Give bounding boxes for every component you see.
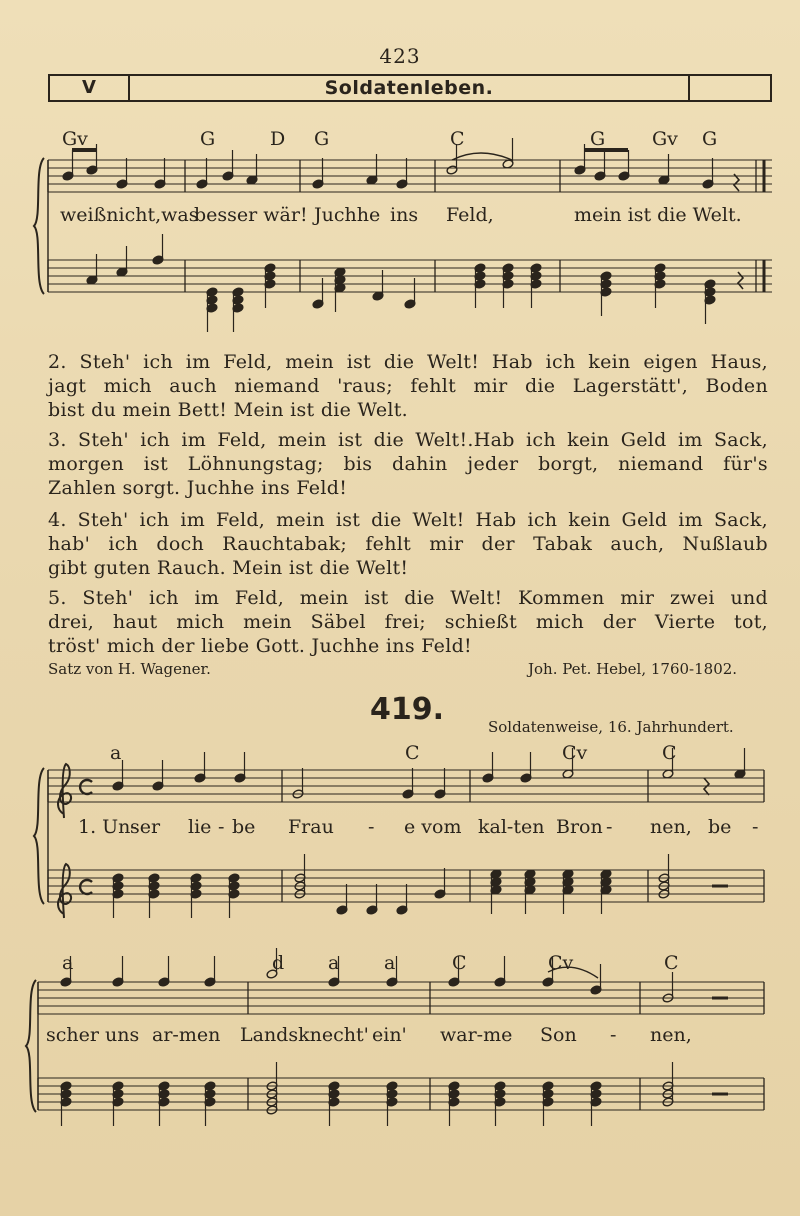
- author-credit: Joh. Pet. Hebel, 1760-1802.: [528, 660, 738, 678]
- verse-line: gibt guten Rauch. Mein ist die Welt!: [48, 557, 409, 579]
- lyric-syllable: ins: [390, 204, 419, 226]
- chord-label: G: [200, 128, 216, 150]
- lyric-syllable: lie: [188, 816, 212, 838]
- chord-label: C: [450, 128, 465, 150]
- chord-label: d: [272, 952, 285, 974]
- lyric-syllable: nen,: [650, 816, 692, 838]
- system-brace: [34, 768, 44, 904]
- lyric-syllable: ein': [372, 1024, 407, 1046]
- verse-line: morgen ist Löhnungstag; bis dahin jeder borgt, niemand für's: [48, 453, 768, 475]
- chord-label: Gv: [652, 128, 678, 150]
- lyric-syllable: weißnicht,was: [60, 204, 199, 226]
- slur: [452, 153, 512, 160]
- chord-label: a: [62, 952, 74, 974]
- treble-clef: [58, 864, 71, 918]
- lyric-syllable: Frau: [288, 816, 334, 838]
- lyric-syllable: Son: [540, 1024, 577, 1046]
- chord-label: Cv: [548, 952, 574, 974]
- lyric-syllable: -: [218, 816, 225, 838]
- chord-label: C: [664, 952, 679, 974]
- lyric-syllable: kal-ten: [478, 816, 545, 838]
- verse-line: 2. Steh' ich im Feld, mein ist die Welt! Hab ich kein eigen Haus,: [48, 351, 768, 373]
- lyric-syllable: be: [708, 816, 732, 838]
- chord-label: C: [662, 742, 677, 764]
- verse-line: 5. Steh' ich im Feld, mein ist die Welt! Kommen mir zwei und: [48, 587, 768, 609]
- lyric-syllable: scher uns: [46, 1024, 140, 1046]
- lyric-syllable: ser: [130, 816, 161, 838]
- lyric-syllable: 1. Un-: [78, 816, 137, 838]
- time-signature: [80, 880, 92, 894]
- verse-line: 3. Steh' ich im Feld, mein ist die Welt!.Hab ich kein Geld im Sack,: [48, 429, 768, 451]
- lyric-syllable: ar-men: [152, 1024, 221, 1046]
- page-number: 423: [379, 44, 421, 68]
- lyric-syllable: be: [232, 816, 256, 838]
- lyric-syllable: Landsknecht': [240, 1024, 369, 1046]
- lyric-syllable: e vom: [404, 816, 462, 838]
- chord-label: Gv: [62, 128, 88, 150]
- chord-label: a: [110, 742, 122, 764]
- verse-line: 4. Steh' ich im Feld, mein ist die Welt! Hab ich kein Geld im Sack,: [48, 509, 768, 531]
- song-number: 419.: [370, 692, 445, 727]
- chord-label: C: [452, 952, 467, 974]
- arranger-credit: Satz von H. Wagener.: [48, 660, 211, 678]
- lyric-syllable: Bron: [556, 816, 603, 838]
- chord-label: a: [328, 952, 340, 974]
- system-brace: [26, 980, 36, 1112]
- verse-line: tröst' mich der liebe Gott. Juchhe ins Feld!: [48, 635, 472, 657]
- verse-line: drei, haut mich mein Säbel frei; schießt mich der Vierte tot,: [48, 611, 768, 633]
- time-signature: [80, 780, 92, 794]
- chord-label: G: [314, 128, 330, 150]
- chord-label: D: [270, 128, 286, 150]
- chord-label: G: [702, 128, 718, 150]
- lyric-syllable: -: [606, 816, 613, 838]
- treble-clef: [58, 764, 71, 818]
- chord-label: Cv: [562, 742, 588, 764]
- chord-label: C: [405, 742, 420, 764]
- lyric-syllable: Feld,: [446, 204, 494, 226]
- lyric-syllable: Juchhe: [314, 204, 381, 226]
- verse-line: bist du mein Bett! Mein ist die Welt.: [48, 399, 409, 421]
- lyric-syllable: war-me: [440, 1024, 513, 1046]
- lyric-syllable: -: [752, 816, 759, 838]
- verse-line: Zahlen sorgt. Juchhe ins Feld!: [48, 477, 348, 499]
- lyric-syllable: nen,: [650, 1024, 692, 1046]
- lyric-syllable: besser wär!: [194, 204, 308, 226]
- lyric-syllable: -: [610, 1024, 617, 1046]
- verse-line: jagt mich auch niemand 'raus; fehlt mir die Lagerstätt', Boden: [48, 375, 768, 397]
- song-source: Soldatenweise, 16. Jahrhundert.: [488, 718, 734, 736]
- verse-line: hab' ich doch Rauchtabak; fehlt mir der Tabak auch, Nußlaub: [48, 533, 768, 555]
- lyric-syllable: -: [368, 816, 375, 838]
- section-title: Soldatenleben.: [324, 77, 494, 99]
- lyric-syllable: mein ist die Welt.: [574, 204, 742, 226]
- chord-label: G: [590, 128, 606, 150]
- section-number: V: [50, 76, 130, 100]
- slur: [548, 967, 598, 978]
- system-brace: [34, 158, 44, 294]
- chord-label: a: [384, 952, 396, 974]
- rest-symbol: [738, 272, 743, 289]
- notation-group: [26, 138, 772, 1126]
